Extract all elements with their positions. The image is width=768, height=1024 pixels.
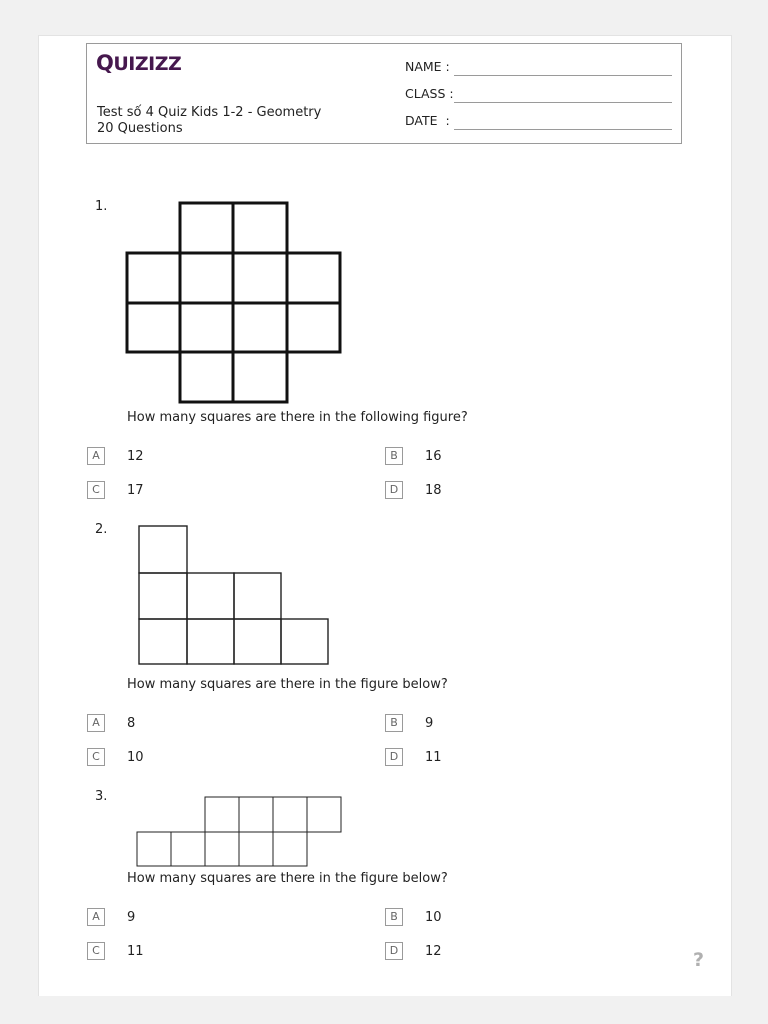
option-a-text: 9 xyxy=(127,910,136,925)
question-1-figure xyxy=(125,201,343,405)
question-number: 3. xyxy=(95,789,108,804)
option-c-box[interactable]: C xyxy=(87,481,105,499)
option-b-box[interactable]: B xyxy=(385,908,403,926)
option-c-text: 17 xyxy=(127,483,144,498)
name-label: NAME : xyxy=(405,59,450,74)
quizizz-logo: QUIZIZZ xyxy=(96,51,182,75)
question-count: 20 Questions xyxy=(97,121,183,136)
date-label: DATE : xyxy=(405,113,450,128)
name-field[interactable] xyxy=(454,75,672,76)
class-label: CLASS : xyxy=(405,86,454,101)
question-3-figure xyxy=(136,796,344,868)
option-c-text: 11 xyxy=(127,944,144,959)
option-b-box[interactable]: B xyxy=(385,714,403,732)
option-c-box[interactable]: C xyxy=(87,942,105,960)
date-field[interactable] xyxy=(454,129,672,130)
question-2-figure xyxy=(138,525,331,666)
option-d-box[interactable]: D xyxy=(385,942,403,960)
question-text: How many squares are there in the figure below? xyxy=(127,677,448,692)
option-d-box[interactable]: D xyxy=(385,481,403,499)
quiz-title: Test số 4 Quiz Kids 1-2 - Geometry xyxy=(97,105,322,120)
option-a-text: 12 xyxy=(127,449,144,464)
option-b-text: 10 xyxy=(425,910,442,925)
option-d-text: 11 xyxy=(425,750,442,765)
option-c-text: 10 xyxy=(127,750,144,765)
option-a-box[interactable]: A xyxy=(87,714,105,732)
option-b-text: 16 xyxy=(425,449,442,464)
question-number: 1. xyxy=(95,199,108,214)
option-a-text: 8 xyxy=(127,716,136,731)
question-mark-icon[interactable]: ? xyxy=(693,949,705,971)
option-b-text: 9 xyxy=(425,716,434,731)
class-field[interactable] xyxy=(454,102,672,103)
option-c-box[interactable]: C xyxy=(87,748,105,766)
question-text: How many squares are there in the figure below? xyxy=(127,871,448,886)
option-a-box[interactable]: A xyxy=(87,908,105,926)
question-number: 2. xyxy=(95,522,108,537)
option-b-box[interactable]: B xyxy=(385,447,403,465)
option-d-box[interactable]: D xyxy=(385,748,403,766)
question-text: How many squares are there in the following figure? xyxy=(127,410,468,425)
option-d-text: 18 xyxy=(425,483,442,498)
option-a-box[interactable]: A xyxy=(87,447,105,465)
option-d-text: 12 xyxy=(425,944,442,959)
